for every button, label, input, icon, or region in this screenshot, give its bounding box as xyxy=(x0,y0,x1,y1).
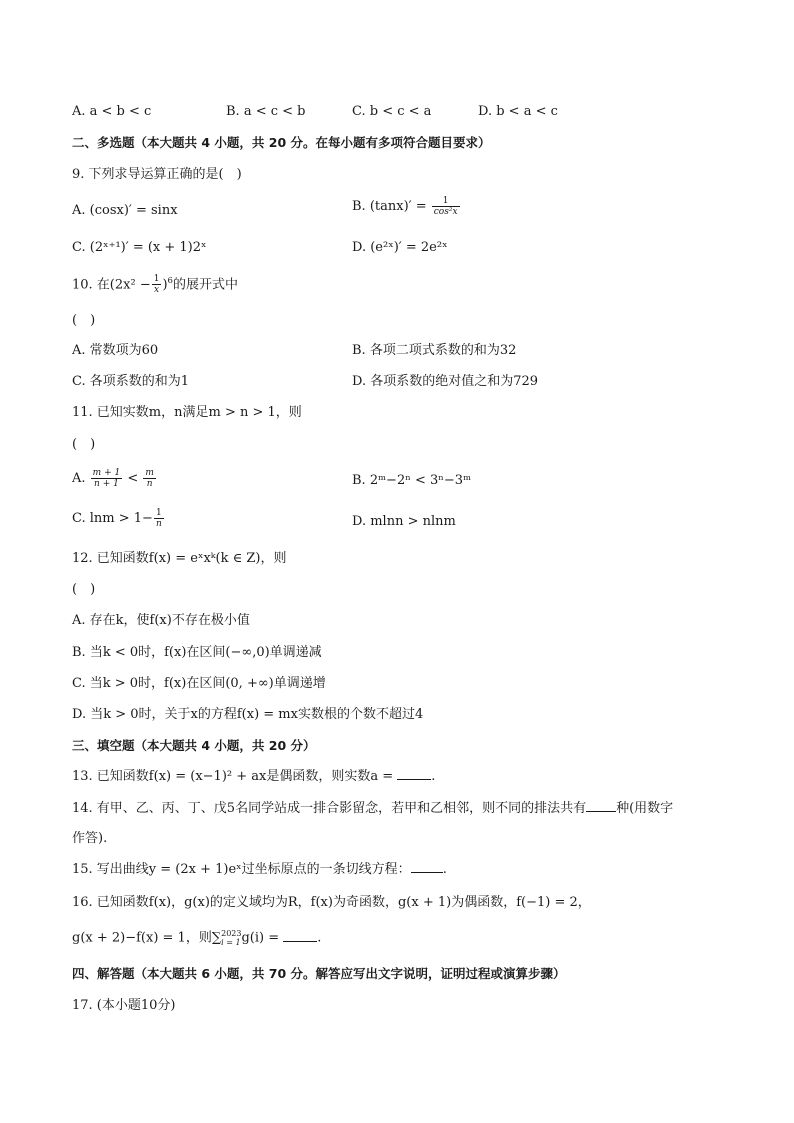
q11-option-a-lt: < xyxy=(127,471,139,486)
q10-frac-denominator: x xyxy=(154,285,160,296)
q16-end: . xyxy=(317,930,322,946)
q11-option-c-fraction xyxy=(154,508,164,529)
q11-option-a xyxy=(72,468,157,489)
q15-end: . xyxy=(442,862,447,877)
q10-stem: 10. 在(2x² − $\frac{1}{x}$ )$^6$的展开式中 xyxy=(72,274,238,296)
q11-option-c-prefix: C. lnm > 1− xyxy=(72,511,153,526)
q11-a-num-1: m + 1 xyxy=(92,468,121,478)
q10-paren: ( ) xyxy=(72,313,96,328)
q16-sum-top: 2023 xyxy=(221,929,242,938)
q11-stem: 11. 已知实数m，n满足m > n > 1，则 xyxy=(72,405,302,420)
q16-line2-suffix: g(i) = xyxy=(241,930,280,946)
q10-stem-suffix: 的展开式中 xyxy=(172,277,238,293)
q9-option-a: A. (cosx)′ = sinx xyxy=(72,203,178,218)
section-title-solutions: 四、解答题（本大题共 6 小题，共 70 分。解答应写出文字说明，证明过程或演算步骤） xyxy=(72,966,566,981)
q13 xyxy=(72,768,435,786)
q9-option-b-numerator: 1 xyxy=(432,196,460,207)
q11-c-den: n xyxy=(155,519,162,529)
q16-line1: 16. 已知函数f(x)，g(x)的定义域均为R，f(x)为奇函数，g(x + 1)为偶函数，f(−1) = 2， xyxy=(72,895,591,910)
q10-exponent: 6 xyxy=(167,276,173,286)
q12-stem: 12. 已知函数f(x) = eˣxᵏ(k ∈ Z)，则 xyxy=(72,551,287,566)
q9-option-b-fraction xyxy=(432,196,460,217)
q13-answer-blank[interactable] xyxy=(397,779,431,780)
q14-answer-blank[interactable] xyxy=(586,811,616,812)
q11-option-c xyxy=(72,508,165,529)
q8-option-d: D. b < a < c xyxy=(478,104,558,119)
q13-end: . xyxy=(431,769,436,784)
q10-stem-fraction xyxy=(152,274,162,295)
q16-sum-limits xyxy=(221,929,241,947)
q9-option-c: C. (2ˣ⁺¹)′ = (x + 1)2ˣ xyxy=(72,240,207,255)
q14 xyxy=(72,800,673,818)
q12-paren: ( ) xyxy=(72,582,96,597)
q16-sum-bottom: i = 1 xyxy=(221,938,241,947)
q16-answer-blank[interactable] xyxy=(283,941,317,942)
q13-text: 13. 已知函数f(x) = (x−1)² + ax是偶函数，则实数a = xyxy=(72,769,394,784)
q14-text: 14. 有甲、乙、丙、丁、戊5名同学站成一排合影留念，若甲和乙相邻，则不同的排法共有 xyxy=(72,801,587,816)
q16-line2 xyxy=(72,929,321,948)
q11-option-b: B. 2ᵐ−2ⁿ < 3ⁿ−3ᵐ xyxy=(352,473,472,488)
q14-after: 种(用数字 xyxy=(616,801,674,816)
section-title-multiple-choice: 二、多选题（本大题共 4 小题，共 20 分。在每小题有多项符合题目要求） xyxy=(72,135,491,150)
q14-line2: 作答). xyxy=(72,831,108,846)
q15 xyxy=(72,861,447,879)
q11-c-num: 1 xyxy=(154,508,164,519)
q9-option-d: D. (e²ˣ)′ = 2e²ˣ xyxy=(352,240,448,255)
q15-answer-blank[interactable] xyxy=(411,872,443,873)
q10-stem-prefix: 10. 在(2x² − xyxy=(72,277,151,293)
q11-option-a-prefix: A. xyxy=(72,471,86,486)
q12-option-a: A. 存在k，使f(x)不存在极小值 xyxy=(72,613,250,628)
q16-line2-prefix: g(x + 2)−f(x) = 1，则∑ xyxy=(72,930,222,946)
q8-option-b: B. a < c < b xyxy=(226,104,306,119)
q11-a-num-2: m xyxy=(145,468,154,478)
q10-option-d: D. 各项系数的绝对值之和为729 xyxy=(352,374,539,389)
q9-option-b xyxy=(352,196,461,217)
q15-text: 15. 写出曲线y = (2x + 1)eˣ过坐标原点的一条切线方程： xyxy=(72,862,411,877)
q11-paren: ( ) xyxy=(72,437,96,452)
q11-option-d: D. mlnn > nlnm xyxy=(352,514,456,529)
q10-frac-numerator: 1 xyxy=(153,274,160,285)
q11-a-den-1: n + 1 xyxy=(94,479,119,489)
q10-option-a: A. 常数项为60 xyxy=(72,343,159,358)
q10-option-b: B. 各项二项式系数的和为32 xyxy=(352,343,517,358)
q10-option-c: C. 各项系数的和为1 xyxy=(72,374,190,389)
q11-a-den-2: n xyxy=(146,479,153,489)
q9-option-b-prefix: B. (tanx)′ = xyxy=(352,199,427,214)
q11-option-a-fraction-1 xyxy=(91,468,123,489)
q12-option-d: D. 当k > 0时，关于x的方程f(x) = mx实数根的个数不超过4 xyxy=(72,707,424,722)
q9-option-b-denominator: cos²x xyxy=(433,207,458,217)
q12-option-c: C. 当k > 0时，f(x)在区间(0, +∞)单调递增 xyxy=(72,676,326,691)
q12-option-b: B. 当k < 0时，f(x)在区间(−∞,0)单调递减 xyxy=(72,645,322,660)
section-title-fill-in: 三、填空题（本大题共 4 小题，共 20 分） xyxy=(72,738,316,753)
q11-option-a-fraction-2 xyxy=(143,468,156,489)
q9-stem: 9. 下列求导运算正确的是( ) xyxy=(72,167,242,182)
q8-option-a: A. a < b < c xyxy=(72,104,152,119)
q17-heading: 17. (本小题10分) xyxy=(72,998,176,1013)
q8-option-c: C. b < c < a xyxy=(352,104,432,119)
